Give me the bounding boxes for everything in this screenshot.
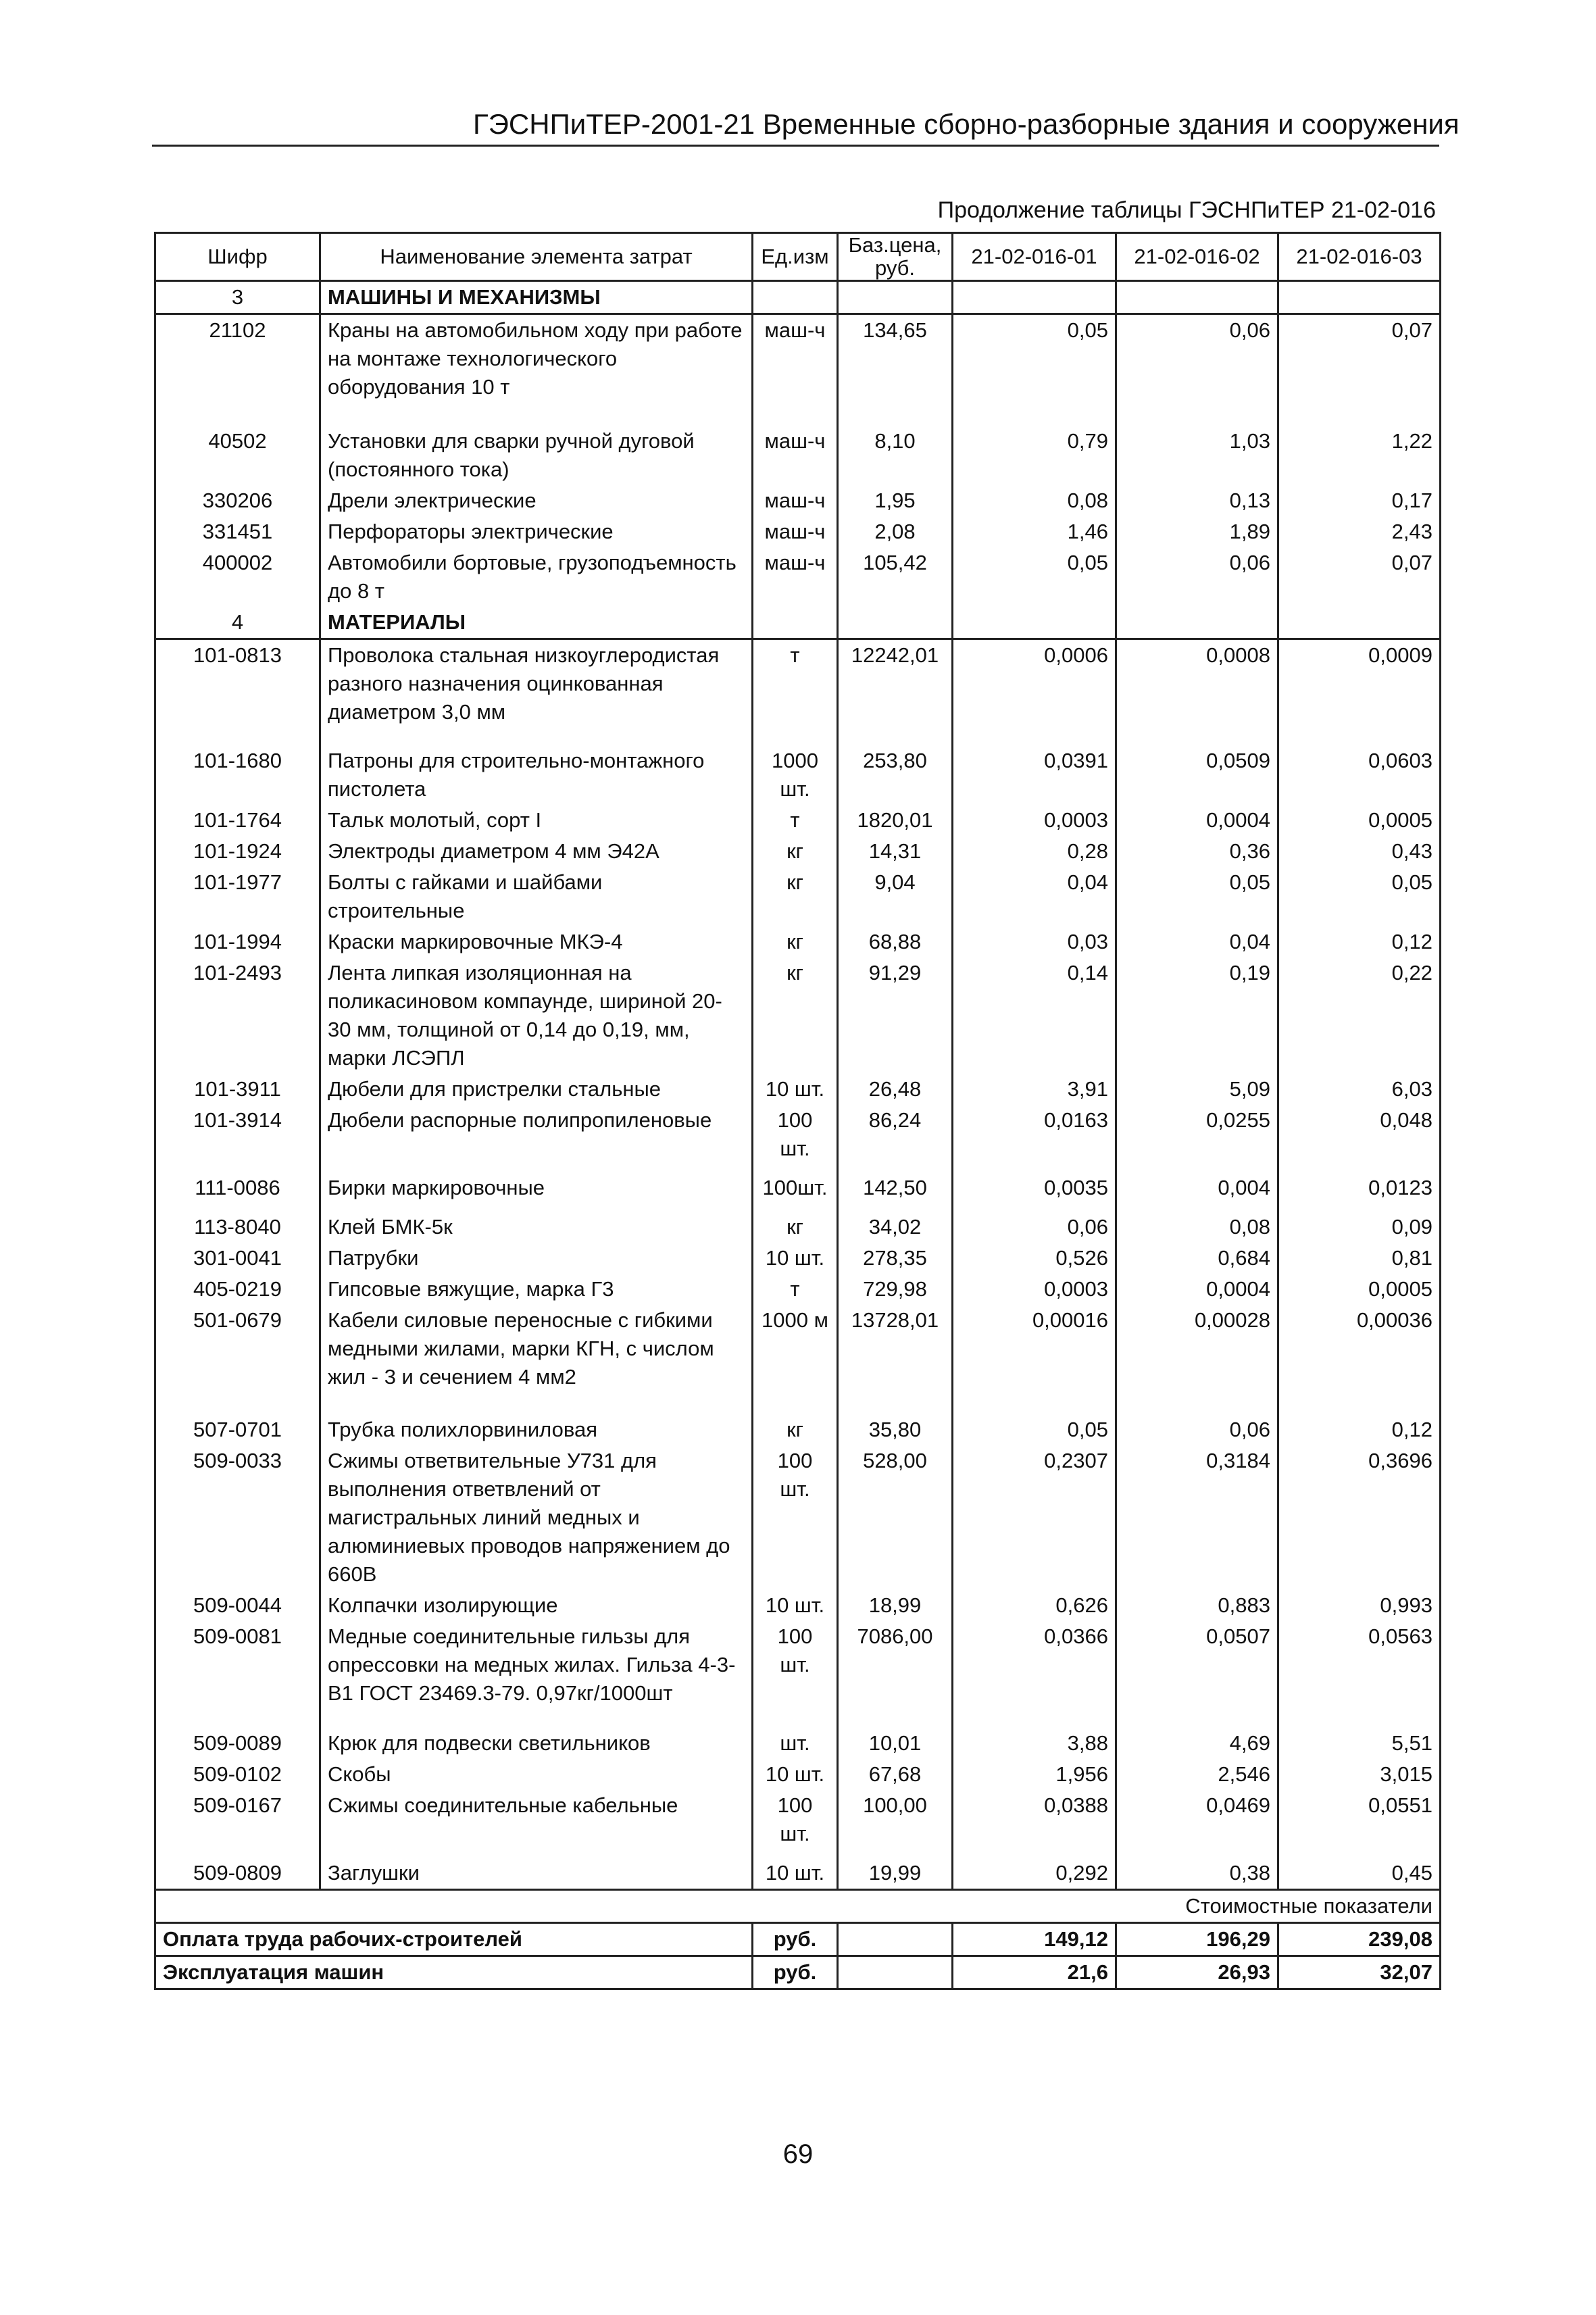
norm-value-col2: 0,684 (1116, 1243, 1278, 1274)
norm-value-col3: 6,03 (1278, 1074, 1441, 1105)
resource-name: Проволока стальная низкоуглеродистая разного назначения оцинкованная диаметром 3,0 мм (320, 639, 753, 746)
resource-unit: 100 шт. (753, 1105, 838, 1172)
norm-value-col3: 0,0551 (1278, 1790, 1441, 1858)
resource-code: 509-0089 (155, 1728, 320, 1759)
norm-value-col3: 0,993 (1278, 1590, 1441, 1621)
section-empty-cell (753, 281, 838, 314)
resource-base-price: 86,24 (838, 1105, 953, 1172)
section-empty-cell (1278, 281, 1441, 314)
norm-value-col2: 4,69 (1116, 1728, 1278, 1759)
norm-value-col2: 1,03 (1116, 426, 1278, 485)
norm-value-col3: 0,0123 (1278, 1172, 1441, 1212)
resource-name: Клей БМК-5к (320, 1212, 753, 1243)
resource-row (155, 516, 1441, 547)
resource-code: 400002 (155, 547, 320, 607)
resource-unit: кг (753, 1414, 838, 1445)
resource-row (155, 1172, 1441, 1212)
resource-name: Кабели силовые переносные с гибкими медными жилами, марки КГН, с числом жил - 3 и сечением 4 мм2 (320, 1305, 753, 1414)
resource-base-price: 8,10 (838, 426, 953, 485)
resource-code: 101-1764 (155, 805, 320, 836)
table-continuation-caption: Продолжение таблицы ГЭСНПиТЕР 21-02-016 (937, 197, 1436, 223)
section-empty-cell (1116, 607, 1278, 639)
section-empty-cell (953, 607, 1116, 639)
resource-row (155, 1445, 1441, 1590)
resource-unit: т (753, 1274, 838, 1305)
norm-value-col1: 0,06 (953, 1212, 1116, 1243)
norm-value-col1: 0,292 (953, 1858, 1116, 1890)
resource-base-price: 1,95 (838, 485, 953, 516)
resource-base-price: 18,99 (838, 1590, 953, 1621)
resource-row (155, 1590, 1441, 1621)
resource-name: Колпачки изолирующие (320, 1590, 753, 1621)
resource-row (155, 547, 1441, 607)
resource-row (155, 1212, 1441, 1243)
resource-name: Болты с гайками и шайбами строительные (320, 867, 753, 926)
resource-unit: кг (753, 836, 838, 867)
norm-value-col1: 0,2307 (953, 1445, 1116, 1590)
resource-code: 40502 (155, 426, 320, 485)
resource-code: 101-2493 (155, 957, 320, 1074)
norm-value-col3: 2,43 (1278, 516, 1441, 547)
norm-value-col2: 0,0469 (1116, 1790, 1278, 1858)
resource-row (155, 1305, 1441, 1414)
table-body (155, 281, 1441, 1890)
norm-value-col1: 0,0003 (953, 805, 1116, 836)
resource-code: 101-1680 (155, 745, 320, 805)
norm-value-col2: 0,0509 (1116, 745, 1278, 805)
norm-value-col1: 0,05 (953, 314, 1116, 426)
resource-base-price: 729,98 (838, 1274, 953, 1305)
summary-value-3: 239,08 (1278, 1923, 1441, 1956)
resource-code: 101-1994 (155, 926, 320, 957)
resource-base-price: 68,88 (838, 926, 953, 957)
norm-value-col1: 0,03 (953, 926, 1116, 957)
norm-value-col3: 0,07 (1278, 314, 1441, 426)
summary-value-3: 32,07 (1278, 1956, 1441, 1989)
norm-value-col3: 0,3696 (1278, 1445, 1441, 1590)
norm-value-col3: 0,0009 (1278, 639, 1441, 746)
norm-value-col2: 0,0255 (1116, 1105, 1278, 1172)
resource-code: 509-0167 (155, 1790, 320, 1858)
summary-label: Эксплуатация машин (155, 1956, 753, 1989)
resource-code: 101-1977 (155, 867, 320, 926)
resource-name: Бирки маркировочные (320, 1172, 753, 1212)
norm-value-col1: 3,91 (953, 1074, 1116, 1105)
norm-value-col2: 0,06 (1116, 1414, 1278, 1445)
header-rule (152, 145, 1439, 147)
norm-value-col3: 0,05 (1278, 867, 1441, 926)
resource-unit: кг (753, 926, 838, 957)
resource-row (155, 1274, 1441, 1305)
resource-base-price: 105,42 (838, 547, 953, 607)
norm-value-col1: 0,14 (953, 957, 1116, 1074)
resource-row (155, 314, 1441, 426)
resource-name: Медные соединительные гильзы для опрессовки на медных жилах. Гильза 4-3-В1 ГОСТ 23469.3-79. 0,97кг/1000шт (320, 1621, 753, 1728)
resource-name: Тальк молотый, сорт I (320, 805, 753, 836)
summary-value-2: 196,29 (1116, 1923, 1278, 1956)
header-code: Шифр (155, 233, 320, 281)
resource-unit: 10 шт. (753, 1590, 838, 1621)
norm-value-col1: 0,0035 (953, 1172, 1116, 1212)
resource-base-price: 142,50 (838, 1172, 953, 1212)
resource-unit: 10 шт. (753, 1243, 838, 1274)
section-empty-cell (838, 607, 953, 639)
norm-value-col2: 0,38 (1116, 1858, 1278, 1890)
resource-row (155, 1728, 1441, 1759)
norm-value-col3: 0,43 (1278, 836, 1441, 867)
resource-name: Скобы (320, 1759, 753, 1790)
norm-value-col1: 0,79 (953, 426, 1116, 485)
resource-row (155, 1074, 1441, 1105)
norm-value-col1: 1,956 (953, 1759, 1116, 1790)
section-empty-cell (953, 281, 1116, 314)
summary-value-1: 21,6 (953, 1956, 1116, 1989)
resource-norms-table (154, 232, 1441, 1990)
resource-code: 509-0809 (155, 1858, 320, 1890)
resource-base-price: 35,80 (838, 1414, 953, 1445)
norm-value-col1: 0,28 (953, 836, 1116, 867)
resource-base-price: 528,00 (838, 1445, 953, 1590)
header-name: Наименование элемента затрат (320, 233, 753, 281)
norm-value-col2: 0,0008 (1116, 639, 1278, 746)
norm-value-col2: 0,0004 (1116, 805, 1278, 836)
resource-name: Дюбели для пристрелки стальные (320, 1074, 753, 1105)
norm-value-col2: 0,3184 (1116, 1445, 1278, 1590)
summary-unit: руб. (753, 1923, 838, 1956)
norm-value-col1: 0,0003 (953, 1274, 1116, 1305)
header-col1: 21-02-016-01 (953, 233, 1116, 281)
norm-value-col2: 0,19 (1116, 957, 1278, 1074)
page-number: 69 (782, 2139, 814, 2169)
resource-row (155, 805, 1441, 836)
resource-name: Гипсовые вяжущие, марка Г3 (320, 1274, 753, 1305)
resource-unit: маш-ч (753, 314, 838, 426)
norm-value-col3: 0,00036 (1278, 1305, 1441, 1414)
section-empty-cell (838, 281, 953, 314)
norm-value-col1: 3,88 (953, 1728, 1116, 1759)
norm-value-col3: 0,45 (1278, 1858, 1441, 1890)
section-number: 4 (155, 607, 320, 639)
resource-code: 101-3911 (155, 1074, 320, 1105)
norm-value-col3: 5,51 (1278, 1728, 1441, 1759)
norm-value-col2: 0,00028 (1116, 1305, 1278, 1414)
norm-value-col3: 0,09 (1278, 1212, 1441, 1243)
resource-row (155, 1414, 1441, 1445)
summary-unit: руб. (753, 1956, 838, 1989)
summary-price-empty (838, 1923, 953, 1956)
norm-value-col3: 0,0005 (1278, 805, 1441, 836)
running-header-title: ГЭСНПиТЕР-2001-21 Временные сборно-разборные здания и сооружения (473, 108, 1460, 140)
resource-code: 21102 (155, 314, 320, 426)
resource-code: 301-0041 (155, 1243, 320, 1274)
resource-row (155, 867, 1441, 926)
norm-value-col1: 0,0163 (953, 1105, 1116, 1172)
resource-row (155, 1243, 1441, 1274)
resource-base-price: 14,31 (838, 836, 953, 867)
summary-label: Оплата труда рабочих-строителей (155, 1923, 753, 1956)
norm-value-col2: 0,0507 (1116, 1621, 1278, 1728)
resource-name: Трубка полихлорвиниловая (320, 1414, 753, 1445)
resource-row (155, 1790, 1441, 1858)
resource-unit: т (753, 639, 838, 746)
norm-value-col1: 0,0391 (953, 745, 1116, 805)
resource-row (155, 485, 1441, 516)
resource-name: Краски маркировочные МКЭ-4 (320, 926, 753, 957)
resource-name: Перфораторы электрические (320, 516, 753, 547)
norm-value-col1: 0,05 (953, 1414, 1116, 1445)
resource-name: Патрубки (320, 1243, 753, 1274)
norm-value-col2: 0,06 (1116, 547, 1278, 607)
resource-code: 509-0033 (155, 1445, 320, 1590)
resource-name: Заглушки (320, 1858, 753, 1890)
summary-row-machines (155, 1956, 1441, 1989)
resource-base-price: 9,04 (838, 867, 953, 926)
section-title: МАШИНЫ И МЕХАНИЗМЫ (320, 281, 753, 314)
resource-row (155, 836, 1441, 867)
resource-code: 405-0219 (155, 1274, 320, 1305)
resource-code: 101-1924 (155, 836, 320, 867)
resource-code: 101-3914 (155, 1105, 320, 1172)
norm-value-col3: 0,81 (1278, 1243, 1441, 1274)
section-empty-cell (1278, 607, 1441, 639)
norm-value-col1: 1,46 (953, 516, 1116, 547)
resource-code: 509-0044 (155, 1590, 320, 1621)
norm-value-col2: 1,89 (1116, 516, 1278, 547)
resource-code: 507-0701 (155, 1414, 320, 1445)
resource-row (155, 957, 1441, 1074)
resource-unit: 10 шт. (753, 1074, 838, 1105)
norm-value-col1: 0,0006 (953, 639, 1116, 746)
norm-value-col2: 0,0004 (1116, 1274, 1278, 1305)
norm-value-col3: 1,22 (1278, 426, 1441, 485)
table-header-row (155, 233, 1441, 281)
resource-unit: маш-ч (753, 516, 838, 547)
resource-row (155, 639, 1441, 746)
norm-value-col2: 0,06 (1116, 314, 1278, 426)
resource-row (155, 426, 1441, 485)
resource-name: Сжимы соединительные кабельные (320, 1790, 753, 1858)
resource-unit: 100 шт. (753, 1621, 838, 1728)
norm-value-col3: 0,048 (1278, 1105, 1441, 1172)
resource-row (155, 926, 1441, 957)
section-empty-cell (1116, 281, 1278, 314)
section-header-row (155, 281, 1441, 314)
norm-value-col3: 0,22 (1278, 957, 1441, 1074)
resource-unit: кг (753, 867, 838, 926)
resource-base-price: 34,02 (838, 1212, 953, 1243)
resource-base-price: 7086,00 (838, 1621, 953, 1728)
resource-name: Патроны для строительно-монтажного пистолета (320, 745, 753, 805)
norm-value-col2: 0,05 (1116, 867, 1278, 926)
resource-unit: 100 шт. (753, 1445, 838, 1590)
norm-value-col2: 0,004 (1116, 1172, 1278, 1212)
resource-unit: 1000 шт. (753, 745, 838, 805)
norm-value-col1: 0,0366 (953, 1621, 1116, 1728)
resource-base-price: 134,65 (838, 314, 953, 426)
resource-name: Дрели электрические (320, 485, 753, 516)
norm-value-col2: 5,09 (1116, 1074, 1278, 1105)
norm-value-col2: 0,04 (1116, 926, 1278, 957)
resource-row (155, 1858, 1441, 1890)
resource-code: 111-0086 (155, 1172, 320, 1212)
resource-base-price: 12242,01 (838, 639, 953, 746)
cost-indicators-caption: Стоимостные показатели (155, 1890, 1441, 1923)
resource-base-price: 10,01 (838, 1728, 953, 1759)
header-unit: Ед.изм (753, 233, 838, 281)
resource-unit: кг (753, 957, 838, 1074)
resource-row (155, 1759, 1441, 1790)
norm-value-col3: 0,12 (1278, 926, 1441, 957)
resource-base-price: 2,08 (838, 516, 953, 547)
norm-value-col1: 0,04 (953, 867, 1116, 926)
norm-value-col3: 0,0603 (1278, 745, 1441, 805)
resource-unit: 100шт. (753, 1172, 838, 1212)
norm-value-col3: 0,12 (1278, 1414, 1441, 1445)
section-number: 3 (155, 281, 320, 314)
resource-name: Краны на автомобильном ходу при работе на монтаже технологического оборудования 10 т (320, 314, 753, 426)
resource-base-price: 253,80 (838, 745, 953, 805)
summary-row-labour (155, 1923, 1441, 1956)
resource-name: Сжимы ответвительные У731 для выполнения ответвлений от магистральных линий медных и алюминиевых проводов напряжением до 660В (320, 1445, 753, 1590)
section-header-row (155, 607, 1441, 639)
summary-value-1: 149,12 (953, 1923, 1116, 1956)
norm-value-col2: 0,08 (1116, 1212, 1278, 1243)
norm-value-col2: 0,13 (1116, 485, 1278, 516)
resource-name: Крюк для подвески светильников (320, 1728, 753, 1759)
resource-base-price: 278,35 (838, 1243, 953, 1274)
resource-name: Установки для сварки ручной дуговой (постоянного тока) (320, 426, 753, 485)
norm-value-col1: 0,08 (953, 485, 1116, 516)
norm-value-col3: 0,07 (1278, 547, 1441, 607)
norm-value-col2: 0,883 (1116, 1590, 1278, 1621)
resource-code: 331451 (155, 516, 320, 547)
resource-unit: шт. (753, 1728, 838, 1759)
resource-base-price: 13728,01 (838, 1305, 953, 1414)
resource-unit: кг (753, 1212, 838, 1243)
resource-code: 101-0813 (155, 639, 320, 746)
norm-value-col3: 0,0563 (1278, 1621, 1441, 1728)
resource-unit: маш-ч (753, 426, 838, 485)
resource-name: Автомобили бортовые, грузоподъемность до 8 т (320, 547, 753, 607)
resource-name: Дюбели распорные полипропиленовые (320, 1105, 753, 1172)
norm-value-col2: 2,546 (1116, 1759, 1278, 1790)
resource-row (155, 745, 1441, 805)
resource-code: 509-0081 (155, 1621, 320, 1728)
header-col2: 21-02-016-02 (1116, 233, 1278, 281)
resource-base-price: 67,68 (838, 1759, 953, 1790)
header-price: Баз.цена, руб. (838, 233, 953, 281)
summary-value-2: 26,93 (1116, 1956, 1278, 1989)
resource-base-price: 26,48 (838, 1074, 953, 1105)
resource-unit: т (753, 805, 838, 836)
resource-row (155, 1105, 1441, 1172)
resource-row (155, 1621, 1441, 1728)
resource-unit: маш-ч (753, 547, 838, 607)
resource-base-price: 100,00 (838, 1790, 953, 1858)
resource-unit: 1000 м (753, 1305, 838, 1414)
norm-value-col2: 0,36 (1116, 836, 1278, 867)
resource-name: Электроды диаметром 4 мм Э42А (320, 836, 753, 867)
resource-unit: 100 шт. (753, 1790, 838, 1858)
norm-value-col3: 0,0005 (1278, 1274, 1441, 1305)
resource-code: 113-8040 (155, 1212, 320, 1243)
header-col3: 21-02-016-03 (1278, 233, 1441, 281)
resource-code: 509-0102 (155, 1759, 320, 1790)
norm-value-col1: 0,05 (953, 547, 1116, 607)
cost-indicators-caption-row (155, 1890, 1441, 1923)
norm-value-col3: 0,17 (1278, 485, 1441, 516)
resource-name: Лента липкая изоляционная на поликасиновом компаунде, шириной 20-30 мм, толщиной от 0,14 до 0,19, мм, марки ЛСЭПЛ (320, 957, 753, 1074)
resource-unit: маш-ч (753, 485, 838, 516)
section-title: МАТЕРИАЛЫ (320, 607, 753, 639)
norm-value-col1: 0,626 (953, 1590, 1116, 1621)
resource-unit: 10 шт. (753, 1858, 838, 1890)
norm-value-col3: 3,015 (1278, 1759, 1441, 1790)
resource-code: 501-0679 (155, 1305, 320, 1414)
norm-value-col1: 0,0388 (953, 1790, 1116, 1858)
summary-price-empty (838, 1956, 953, 1989)
resource-base-price: 19,99 (838, 1858, 953, 1890)
resource-base-price: 1820,01 (838, 805, 953, 836)
resource-code: 330206 (155, 485, 320, 516)
section-empty-cell (753, 607, 838, 639)
resource-base-price: 91,29 (838, 957, 953, 1074)
norm-value-col1: 0,00016 (953, 1305, 1116, 1414)
norm-value-col1: 0,526 (953, 1243, 1116, 1274)
resource-unit: 10 шт. (753, 1759, 838, 1790)
